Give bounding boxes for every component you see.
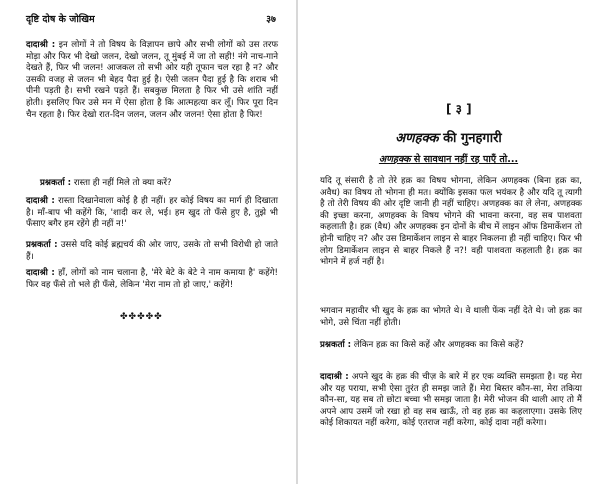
- chapter-title-rest: की गुनहगारी: [438, 131, 502, 146]
- paragraph-text: लेकिन हक़ का किसे कहें और अणहक्क का किसे कहें?: [353, 340, 524, 350]
- paragraph: [26, 196, 278, 231]
- right-page: [298, 0, 599, 484]
- speaker-label: दादाश्री :: [26, 196, 55, 206]
- left-page: [0, 0, 296, 484]
- paragraph: [320, 340, 582, 352]
- paragraph-text: उससे यदि कोई ब्रह्मचर्य की ओर जाए, उसके तो सभी विरोधी हो जाते हैं।: [26, 240, 278, 262]
- chapter-title: [298, 128, 599, 146]
- chapter-title-italic: अणहक्क: [395, 131, 439, 146]
- section-ornament: ✤✤✤✤✤: [120, 312, 163, 322]
- paragraph-text: रास्ता दिखानेवाला कोई है ही नहीं। हर कोई विषय का मार्ग ही दिखाता है। माँ-बाप भी कहेंगे कि, 'शादी कर ले, भई। हम खुद तो फँसे हुए है, तुझे भी फँसाए बगैर हम रहेंगे ही नहीं न!': [26, 196, 278, 230]
- speaker-label: प्रश्नकर्ता :: [320, 340, 352, 350]
- running-head-title: दृष्टि दोष के जोखिम: [26, 14, 95, 25]
- speaker-label: दादाश्री :: [26, 40, 56, 50]
- paragraph: [320, 372, 582, 430]
- paragraph-text: हाँ, लोगों को नाम चलाना है, 'मेरे बेटे के बेटे ने नाम कमाया है' कहेंगे! फिर वह फँसे तो भले ही फँसे, लेकिन 'मेरा नाम तो हो जाए,' कहेंगे!: [26, 268, 278, 290]
- running-header: [26, 12, 276, 25]
- paragraph: [320, 306, 582, 329]
- paragraph: [26, 268, 278, 291]
- speaker-label: दादाश्री :: [26, 268, 55, 278]
- paragraph-text: यदि तू संसारी है तो तेरे हक़ का विषय भोगना, लेकिन अणहक्क (बिना हक़ का, अवैध) का विषय तो भोगना ही मत। क्योंकि इसका फल भयंकर है और यदि तू त्यागी है तो तेरी विषय की ओर दृष्टि जानी ही नहीं चाहिए। अणहक्क का ले लेना, अणहक्क की इच्छा करना, अणहक्क के विषय भोगने की भावना करना, वह सब पाशवता कहलाती है। हक़ (वैध) और अणहक्क इन दोनों के बीच में लाइन ऑफ डिमार्केशन तो होनी चाहिए न? और उस डिमार्केशन लाइन से बाहर निकलना ही नहीं चाहिए। फिर भी लोग डिमार्केशन लाइन से बाहर निकले हैं न?! वही पाशवता कहलाती है। हक़ का भोगने में हर्ज नहीं है।: [320, 176, 582, 268]
- chapter-number: [ ३ ]: [446, 102, 472, 116]
- speaker-label: प्रश्नकर्ता :: [40, 178, 72, 188]
- paragraph-text: रास्ता ही नहीं मिले तो क्या करें?: [73, 178, 172, 188]
- paragraph: [320, 176, 582, 269]
- paragraph: [40, 178, 278, 190]
- paragraph-text: इन लोगों ने तो विषय के विज्ञापन छापे और सभी लोगों को उस तरफ मोड़ा और फिर भी देखो जलन, देखो जलन, तू मुंबई में जा तो सही! नंगे नाच-गाने देखते हैं, फिर भी जलन! आजकल तो सभी ओर यही तूफान चल रहा है न? और उसकी वजह से जलन भी बेहद पैदा हुई है। ऐसी जलन पैदा हुई है कि शराब भी पीनी पड़ती है। सभी रखने पड़ते हैं। सबकुछ मिलता है फिर भी उसे शांति नहीं होती। इसलिए फिर उसे मन में ऐसा होता है कि आत्महत्या कर लूँ। फिर पूरा दिन चैन रहता है। फिर देखो रात-दिन जलन, जलन और जलन! ऐसा होता है फिर!: [26, 40, 278, 120]
- paragraph: [26, 40, 278, 121]
- paragraph: [26, 240, 278, 263]
- subtitle-rest: से सावधान नहीं रह पाएँ तो...: [410, 154, 519, 165]
- paragraph-text: भगवान महावीर भी खुद के हक़ का भोगते थे। वे थाली फेंक नहीं देते थे। जो हक़ का भोगे, उसे चिंता नहीं होती।: [320, 306, 582, 328]
- paragraph-text: अपने खुद के हक़ की चीज़ के बारे में हर एक व्यक्ति समझता है। यह मेरा और यह पराया, सभी ऐसा तुरंत ही समझ जाते हैं। मेरा बिस्तर कौन-सा, मेरा तकिया कौन-सा, यह सब तो छोटा बच्चा भी समझ जाता है। मेरी भोजन की थाली आए तो मैं अपने आप उसमें जो रखा हो वह सब खाऊँ, तो वह हक़ का कहलाएगा। उसके लिए कोई शिकायत नहीं करेगा, कोई एतराज नहीं करेगा, कोई दावा नहीं करेगा।: [320, 372, 582, 429]
- speaker-label: प्रश्नकर्ता :: [26, 240, 58, 250]
- page-number: ३७: [266, 14, 276, 25]
- chapter-subtitle: [298, 152, 599, 165]
- speaker-label: दादाश्री :: [320, 372, 349, 382]
- subtitle-italic: अणहक्क: [378, 154, 411, 165]
